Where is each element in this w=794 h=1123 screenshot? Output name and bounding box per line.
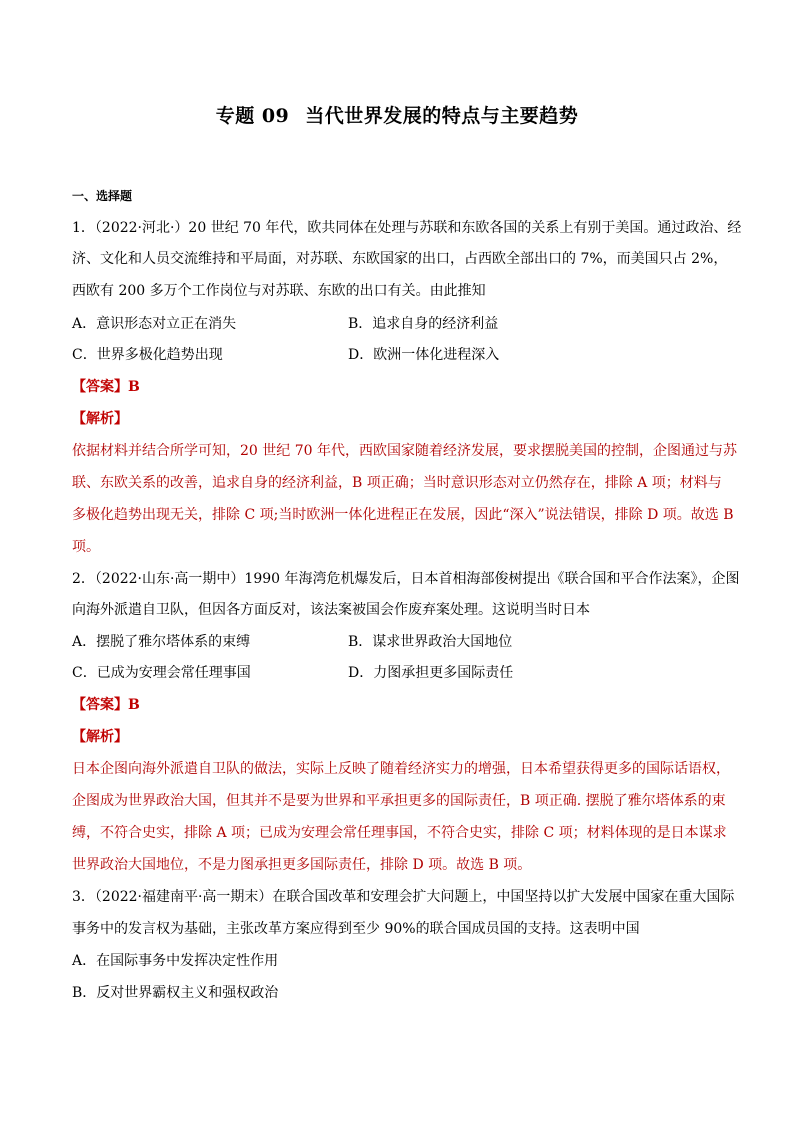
q1-option-d: D．欧洲一体化进程深入 xyxy=(348,347,500,363)
q1-option-c: C．世界多极化趋势出现 xyxy=(72,347,223,363)
q2-option-d: D．力图承担更多国际责任 xyxy=(348,665,514,681)
q2-option-b: B．谋求世界政治大国地位 xyxy=(348,634,513,650)
section-heading: 一、选择题 xyxy=(72,189,133,203)
q3-option-b: B．反对世界霸权主义和强权政治 xyxy=(72,985,279,1001)
q3-option-a: A．在国际事务中发挥决定性作用 xyxy=(72,953,279,969)
q2-stem-line: 向海外派遣自卫队，但因各方面反对，该法案被国会作废弃案处理。这说明当时日本 xyxy=(72,602,590,618)
q2-option-a: A．摆脱了雅尔塔体系的束缚 xyxy=(72,634,251,650)
q2-analysis-line: 企图成为世界政治大国，但其并不是要为世界和平承担更多的国际责任，B 项正确. 摆脱了雅尔塔体系的束 xyxy=(72,793,726,809)
q1-stem-line: 济、文化和人员交流维持和平局面，对苏联、东欧国家的出口，占西欧全部出口的 7%，而美国只占 2%， xyxy=(72,251,728,267)
q1-analysis-line: 多极化趋势出现无关，排除 C 项;当时欧洲一体化进程正在发展，因此“深入”说法错误，排除 D 项。故选 B xyxy=(72,507,734,523)
q2-answer: 【答案】B xyxy=(72,697,140,713)
title-text: 当代世界发展的特点与主要趋势 xyxy=(305,105,579,127)
q1-stem-line: 西欧有 200 多万个工作岗位与对苏联、东欧的出口有关。由此推知 xyxy=(72,283,486,299)
q1-answer: 【答案】B xyxy=(72,379,140,395)
q3-stem-line: 事务中的发言权为基础，主张改革方案应得到至少 90%的联合国成员国的支持。这表明中国 xyxy=(72,921,640,937)
q1-stem-line: 1．（2022·河北·）20 世纪 70 年代，欧共同体在处理与苏联和东欧各国的关系上有别于美国。通过政治、经 xyxy=(72,220,742,236)
q2-analysis-label: 【解析】 xyxy=(72,729,128,745)
q2-option-c: C．已成为安理会常任理事国 xyxy=(72,665,251,681)
q3-stem-line: 3．（2022·福建南平·高一期末）在联合国改革和安理会扩大问题上，中国坚持以扩大发展中国家在重大国际 xyxy=(72,889,735,905)
q2-analysis-line: 世界政治大国地位，不是力图承担更多国际责任，排除 D 项。故选 B 项。 xyxy=(72,857,532,873)
q1-option-b: B．追求自身的经济利益 xyxy=(348,316,499,332)
q1-option-a: A．意识形态对立正在消失 xyxy=(72,316,237,332)
q1-analysis-line: 依据材料并结合所学可知，20 世纪 70 年代，西欧国家随着经济发展，要求摆脱美国的控制，企图通过与苏 xyxy=(72,443,737,459)
q2-stem-line: 2．（2022·山东·高一期中）1990 年海湾危机爆发后，日本首相海部俊树提出《联合国和平合作法案》，企图 xyxy=(72,571,740,587)
q1-analysis-label: 【解析】 xyxy=(72,411,128,427)
q2-analysis-line: 缚，不符合史实，排除 A 项；已成为安理会常任理事国，不符合史实，排除 C 项；材料体现的是日本谋求 xyxy=(72,825,727,841)
page-title xyxy=(0,101,794,128)
q1-analysis-line: 联、东欧关系的改善，追求自身的经济利益，B 项正确；当时意识形态对立仍然存在，排除 A 项；材料与 xyxy=(72,475,722,491)
q1-analysis-line: 项。 xyxy=(72,539,100,555)
q2-analysis-line: 日本企图向海外派遣自卫队的做法，实际上反映了随着经济实力的增强，日本希望获得更多的国际话语权， xyxy=(72,761,730,777)
title-prefix: 专题 09 xyxy=(215,105,290,127)
